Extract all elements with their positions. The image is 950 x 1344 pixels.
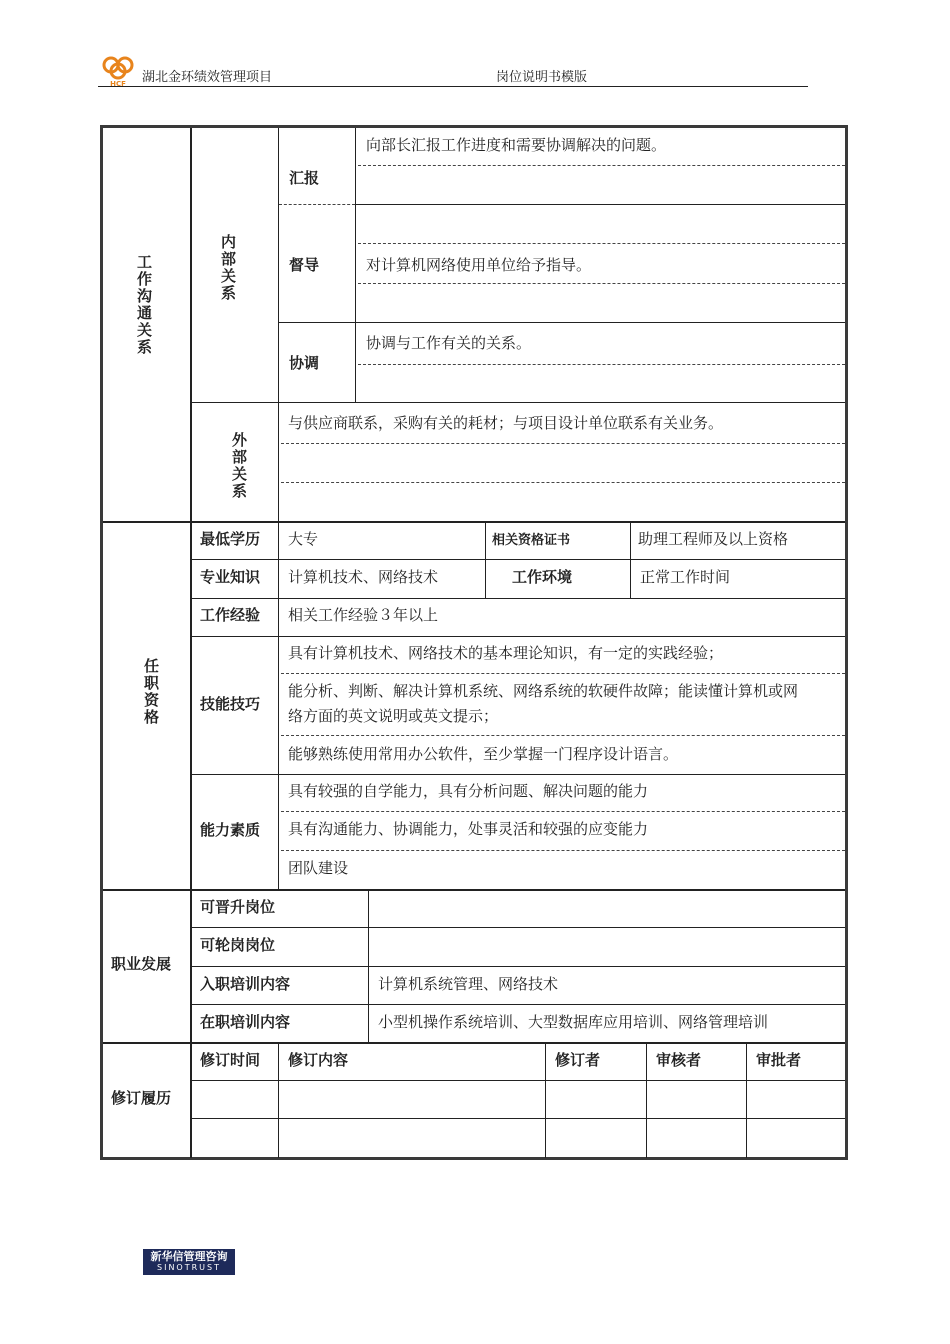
certificate-label: 相关资格证书 (492, 533, 571, 548)
section-label-qualification: 任职资格 (142, 658, 160, 726)
sinotrust-logo (143, 1249, 235, 1275)
report-text: 向部长汇报工作进度和需要协调解决的问题。 (366, 136, 667, 154)
environment-value: 正常工作时间 (640, 568, 731, 586)
inservice-training-label: 在职培训内容 (200, 1013, 291, 1031)
revision-col-reviser: 修订者 (555, 1051, 601, 1069)
internal-relations-label: 内部关系 (219, 234, 237, 302)
hcf-logo (98, 54, 138, 88)
skill-item: 络方面的英文说明或英文提示； (288, 707, 499, 725)
environment-label: 工作环境 (512, 568, 573, 586)
onboard-training-label: 入职培训内容 (200, 975, 291, 993)
promotion-label: 可晋升岗位 (200, 898, 276, 916)
revision-col-reviewer: 审核者 (656, 1051, 702, 1069)
inservice-training-value: 小型机操作系统培训、大型数据库应用培训、网络管理培训 (378, 1013, 769, 1031)
sinotrust-logo-en: SINOTRUST (157, 1263, 221, 1272)
education-value: 大专 (288, 530, 319, 548)
svg-text:HCF: HCF (110, 80, 126, 88)
report-label: 汇报 (289, 169, 320, 187)
external-relations-label: 外部关系 (230, 432, 248, 500)
section-label-communication: 工作沟通关系 (135, 254, 153, 356)
revision-col-time: 修订时间 (200, 1051, 261, 1069)
skills-label: 技能技巧 (200, 695, 261, 713)
experience-value: 相关工作经验３年以上 (288, 606, 439, 624)
knowledge-value: 计算机技术、网络技术 (288, 568, 439, 586)
certificate-value: 助理工程师及以上资格 (638, 530, 789, 548)
project-name: 湖北金环绩效管理项目 (142, 70, 273, 85)
sinotrust-logo-cn: 新华信管理咨询 (150, 1250, 228, 1263)
knowledge-label: 专业知识 (200, 568, 261, 586)
coordinate-text: 协调与工作有关的关系。 (366, 334, 532, 352)
skill-item: 能分析、判断、解决计算机系统、网络系统的软硬件故障；能读懂计算机或网 (288, 682, 799, 700)
supervise-label: 督导 (289, 256, 320, 274)
section-label-career: 职业发展 (111, 955, 172, 973)
skill-item: 具有计算机技术、网络技术的基本理论知识，有一定的实践经验； (288, 644, 724, 662)
experience-label: 工作经验 (200, 606, 261, 624)
ability-item: 具有沟通能力、协调能力，处事灵活和较强的应变能力 (288, 820, 649, 838)
ability-label: 能力素质 (200, 821, 261, 839)
coordinate-label: 协调 (289, 354, 320, 372)
revision-col-approver: 审批者 (756, 1051, 802, 1069)
page-header (98, 52, 808, 87)
education-label: 最低学历 (200, 530, 261, 548)
supervise-text: 对计算机网络使用单位给予指导。 (366, 256, 592, 274)
ability-item: 具有较强的自学能力，具有分析问题、解决问题的能力 (288, 782, 649, 800)
rotation-label: 可轮岗岗位 (200, 936, 276, 954)
skill-item: 能够熟练使用常用办公软件，至少掌握一门程序设计语言。 (288, 745, 679, 763)
ability-item: 团队建设 (288, 859, 349, 877)
document-title: 岗位说明书模版 (496, 70, 588, 85)
external-text: 与供应商联系，采购有关的耗材；与项目设计单位联系有关业务。 (288, 414, 724, 432)
onboard-training-value: 计算机系统管理、网络技术 (378, 975, 559, 993)
section-label-revision: 修订履历 (111, 1089, 172, 1107)
revision-col-content: 修订内容 (288, 1051, 349, 1069)
